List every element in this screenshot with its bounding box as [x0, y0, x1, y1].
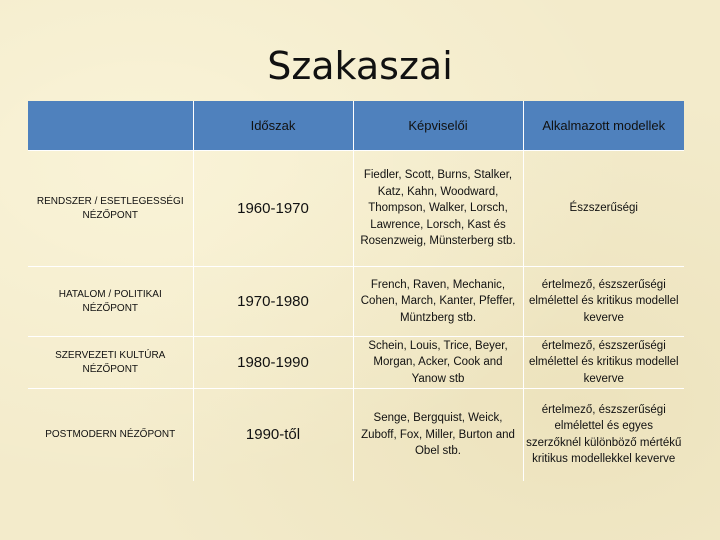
models-cell: értelmező, észszerűségi elmélettel és kritikus modellel keverve: [523, 337, 684, 389]
header-cell-models: Alkalmazott modellek: [523, 101, 684, 151]
representatives-cell: Senge, Bergquist, Weick, Zuboff, Fox, Miller, Burton and Obel stb.: [353, 389, 523, 481]
period-cell: 1970-1980: [193, 267, 353, 337]
slide-title: Szakaszai: [267, 44, 453, 88]
period-cell: 1960-1970: [193, 151, 353, 267]
period-cell: 1990-től: [193, 389, 353, 481]
representatives-cell: French, Raven, Mechanic, Cohen, March, Kanter, Pfeffer, Müntzberg stb.: [353, 267, 523, 337]
table-header-row: [28, 101, 684, 151]
view-cell: POSTMODERN NÉZŐPONT: [28, 389, 193, 481]
header-cell-view: [28, 101, 193, 151]
header-cell-period: Időszak: [193, 101, 353, 151]
models-cell: Észszerűségi: [523, 151, 684, 267]
table-row: [28, 267, 684, 337]
header-cell-representatives: Képviselői: [353, 101, 523, 151]
view-cell: HATALOM / POLITIKAI NÉZŐPONT: [28, 267, 193, 337]
representatives-cell: Schein, Louis, Trice, Beyer, Morgan, Acker, Cook and Yanow stb: [353, 337, 523, 389]
table-row: [28, 389, 684, 481]
models-cell: értelmező, észszerűségi elmélettel és egyes szerzőknél különböző mértékű kritikus modellekkel keverve: [523, 389, 684, 481]
table-row: [28, 337, 684, 389]
view-cell: SZERVEZETI KULTÚRA NÉZŐPONT: [28, 337, 193, 389]
period-cell: 1980-1990: [193, 337, 353, 389]
periods-table: [28, 101, 684, 481]
models-cell: értelmező, észszerűségi elmélettel és kritikus modellel keverve: [523, 267, 684, 337]
view-cell: RENDSZER / ESETLEGESSÉGI NÉZŐPONT: [28, 151, 193, 267]
table-row: [28, 151, 684, 267]
representatives-cell: Fiedler, Scott, Burns, Stalker, Katz, Kahn, Woodward, Thompson, Walker, Lorsch, Lawrence, Lorsch, Kast és Rosenzweig, Münsterberg stb.: [353, 151, 523, 267]
